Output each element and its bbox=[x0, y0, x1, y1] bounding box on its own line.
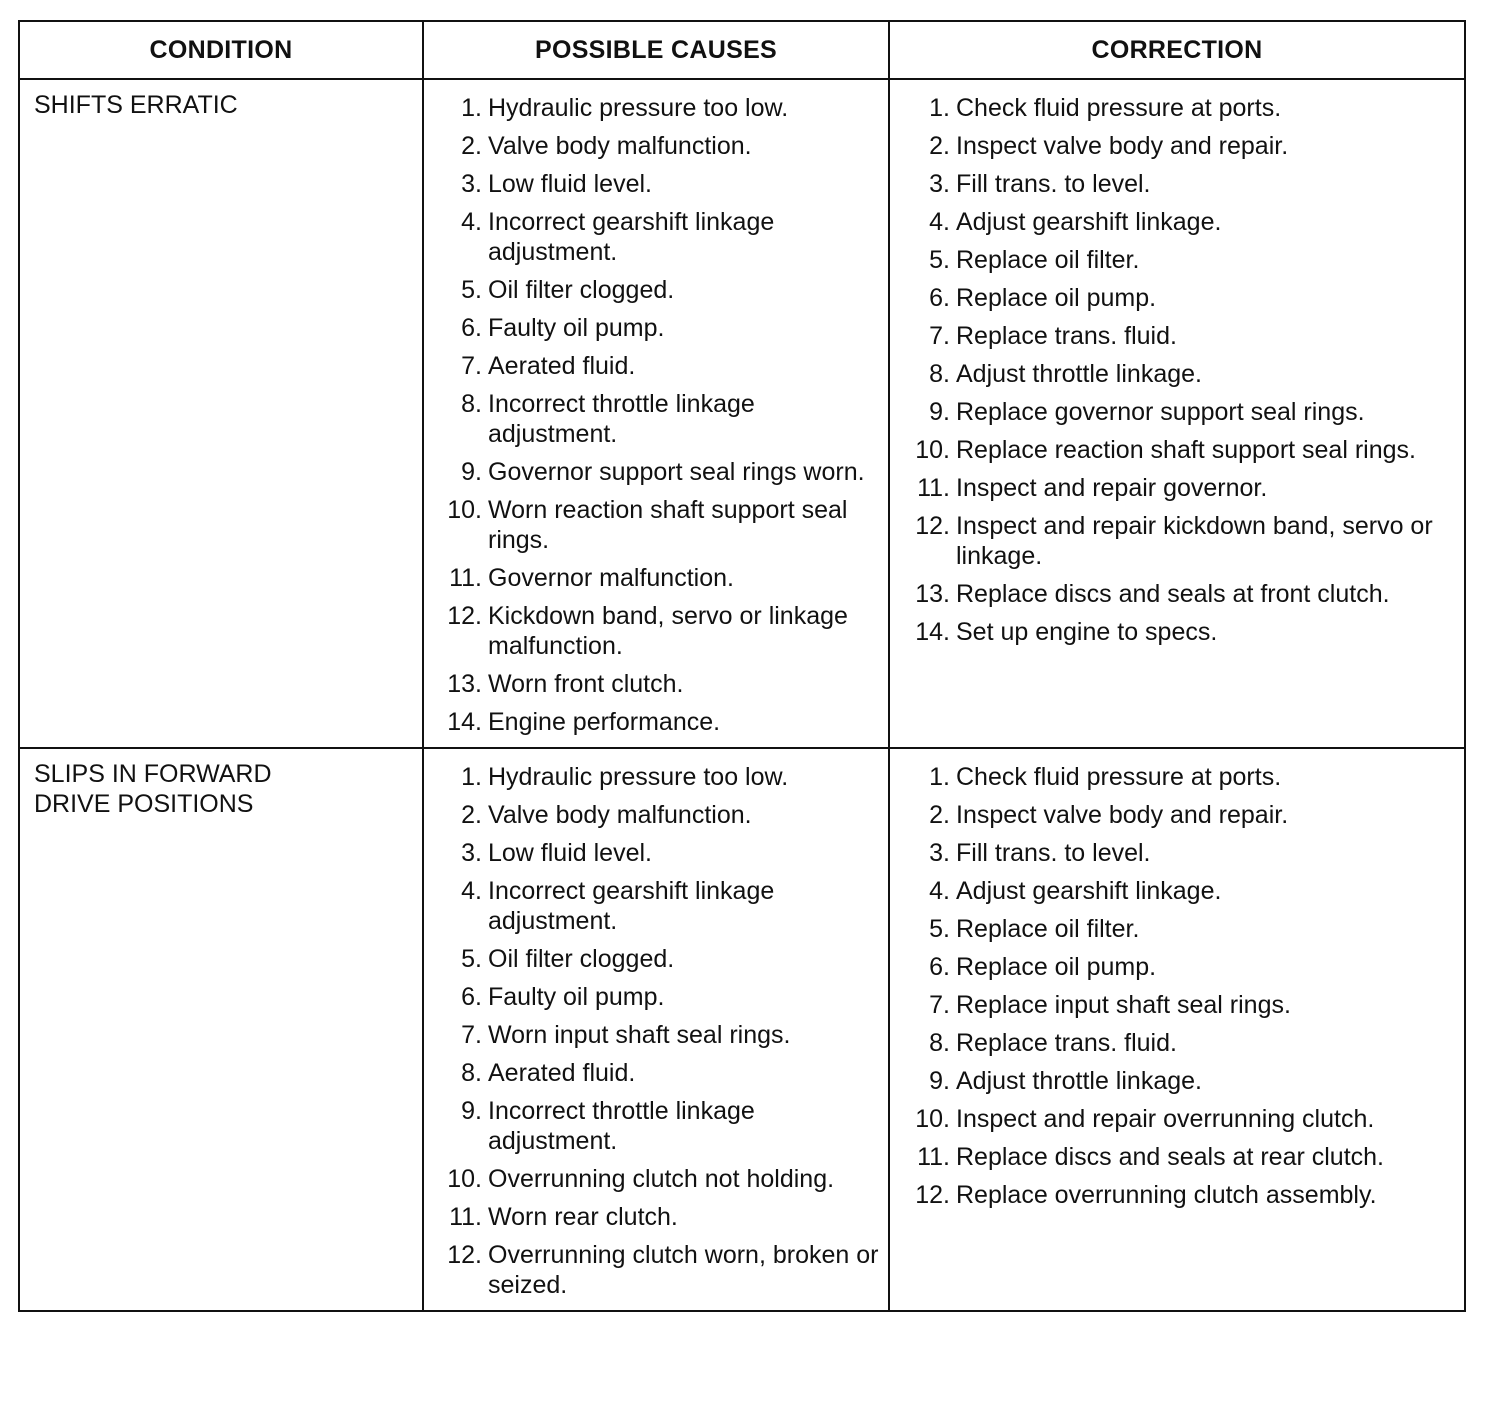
condition-label: SHIFTS ERRATIC bbox=[34, 91, 238, 119]
item-number: 8. bbox=[929, 1029, 950, 1057]
item-number: 12. bbox=[447, 602, 482, 630]
possible-causes-cell bbox=[423, 79, 889, 748]
item-number: 2. bbox=[929, 801, 950, 829]
cause-item bbox=[424, 1020, 880, 1050]
item-number: 9. bbox=[461, 458, 482, 486]
condition-section bbox=[19, 748, 1465, 1311]
correction-item bbox=[890, 359, 1456, 389]
cause-item-text: Worn rear clutch. bbox=[488, 1203, 678, 1231]
correction-item bbox=[890, 169, 1456, 199]
possible-causes-list bbox=[424, 749, 888, 1310]
cause-item-text: Governor support seal rings worn. bbox=[488, 458, 865, 486]
cause-item-text: Hydraulic pressure too low. bbox=[488, 763, 789, 791]
possible-causes-cell bbox=[423, 748, 889, 1311]
correction-item-text: Inspect and repair kickdown band, servo or linkage. bbox=[956, 512, 1433, 570]
correction-item-text: Replace oil pump. bbox=[956, 284, 1157, 312]
cause-item-text: Governor malfunction. bbox=[488, 564, 734, 592]
item-number: 4. bbox=[461, 877, 482, 905]
item-number: 6. bbox=[929, 284, 950, 312]
diagnosis-sheet bbox=[18, 20, 1464, 1312]
correction-item bbox=[890, 800, 1456, 830]
correction-item bbox=[890, 990, 1456, 1020]
item-number: 11. bbox=[917, 474, 950, 502]
correction-item-text: Fill trans. to level. bbox=[956, 170, 1151, 198]
cause-item-text: Oil filter clogged. bbox=[488, 945, 675, 973]
diagnosis-table bbox=[18, 20, 1466, 1312]
cause-item bbox=[424, 838, 880, 868]
cause-item-text: Low fluid level. bbox=[488, 839, 652, 867]
correction-item-text: Replace discs and seals at front clutch. bbox=[956, 580, 1390, 608]
item-number: 8. bbox=[461, 1059, 482, 1087]
correction-item-text: Replace governor support seal rings. bbox=[956, 398, 1365, 426]
condition-cell bbox=[19, 748, 423, 1311]
cause-item bbox=[424, 563, 880, 593]
item-number: 7. bbox=[461, 1021, 482, 1049]
cause-item bbox=[424, 93, 880, 123]
correction-item bbox=[890, 131, 1456, 161]
correction-item-text: Replace trans. fluid. bbox=[956, 1029, 1177, 1057]
correction-item bbox=[890, 1028, 1456, 1058]
correction-item-text: Replace input shaft seal rings. bbox=[956, 991, 1291, 1019]
correction-cell bbox=[889, 79, 1465, 748]
correction-item-text: Inspect valve body and repair. bbox=[956, 132, 1289, 160]
condition-section bbox=[19, 79, 1465, 748]
cause-item-text: Incorrect gearshift linkage adjustment. bbox=[488, 208, 775, 266]
cause-item bbox=[424, 351, 880, 381]
cause-item bbox=[424, 669, 880, 699]
correction-item bbox=[890, 245, 1456, 275]
correction-item bbox=[890, 321, 1456, 351]
correction-item-text: Check fluid pressure at ports. bbox=[956, 94, 1282, 122]
cause-item bbox=[424, 1240, 880, 1300]
item-number: 9. bbox=[929, 1067, 950, 1095]
item-number: 10. bbox=[447, 1165, 482, 1193]
item-number: 10. bbox=[447, 496, 482, 524]
item-number: 5. bbox=[461, 945, 482, 973]
correction-item-text: Fill trans. to level. bbox=[956, 839, 1151, 867]
cause-item bbox=[424, 1096, 880, 1156]
possible-causes-list bbox=[424, 80, 888, 747]
cause-item-text: Engine performance. bbox=[488, 708, 721, 736]
item-number: 5. bbox=[929, 246, 950, 274]
correction-item-text: Set up engine to specs. bbox=[956, 618, 1218, 646]
condition-cell bbox=[19, 79, 423, 748]
correction-item bbox=[890, 952, 1456, 982]
item-number: 9. bbox=[461, 1097, 482, 1125]
correction-item bbox=[890, 473, 1456, 503]
item-number: 7. bbox=[929, 322, 950, 350]
item-number: 13. bbox=[447, 670, 482, 698]
cause-item bbox=[424, 1202, 880, 1232]
item-number: 9. bbox=[929, 398, 950, 426]
correction-item bbox=[890, 1104, 1456, 1134]
correction-cell bbox=[889, 748, 1465, 1311]
correction-item-text: Replace reaction shaft support seal rings. bbox=[956, 436, 1416, 464]
cause-item bbox=[424, 1164, 880, 1194]
correction-item bbox=[890, 1180, 1456, 1210]
item-number: 6. bbox=[461, 314, 482, 342]
cause-item bbox=[424, 1058, 880, 1088]
correction-item bbox=[890, 511, 1456, 571]
cause-item-text: Overrunning clutch worn, broken or seized. bbox=[488, 1241, 879, 1299]
correction-item bbox=[890, 914, 1456, 944]
item-number: 3. bbox=[929, 839, 950, 867]
cause-item-text: Incorrect gearshift linkage adjustment. bbox=[488, 877, 775, 935]
item-number: 1. bbox=[461, 94, 482, 122]
item-number: 4. bbox=[929, 208, 950, 236]
item-number: 1. bbox=[929, 763, 950, 791]
item-number: 8. bbox=[461, 390, 482, 418]
item-number: 7. bbox=[929, 991, 950, 1019]
cause-item-text: Aerated fluid. bbox=[488, 1059, 636, 1087]
cause-item bbox=[424, 389, 880, 449]
correction-list bbox=[890, 80, 1464, 657]
item-number: 6. bbox=[929, 953, 950, 981]
item-number: 3. bbox=[929, 170, 950, 198]
cause-item bbox=[424, 207, 880, 267]
item-number: 5. bbox=[929, 915, 950, 943]
cause-item-text: Valve body malfunction. bbox=[488, 132, 752, 160]
correction-header: CORRECTION bbox=[889, 21, 1465, 79]
cause-item-text: Low fluid level. bbox=[488, 170, 652, 198]
correction-item-text: Inspect and repair governor. bbox=[956, 474, 1268, 502]
item-number: 14. bbox=[915, 618, 950, 646]
cause-item-text: Kickdown band, servo or linkage malfunction. bbox=[488, 602, 848, 660]
item-number: 11. bbox=[449, 1203, 482, 1231]
cause-item bbox=[424, 944, 880, 974]
cause-item-text: Valve body malfunction. bbox=[488, 801, 752, 829]
item-number: 14. bbox=[447, 708, 482, 736]
cause-item-text: Worn input shaft seal rings. bbox=[488, 1021, 791, 1049]
correction-item bbox=[890, 876, 1456, 906]
item-number: 7. bbox=[461, 352, 482, 380]
correction-item bbox=[890, 579, 1456, 609]
item-number: 12. bbox=[915, 1181, 950, 1209]
cause-item bbox=[424, 876, 880, 936]
cause-item bbox=[424, 169, 880, 199]
cause-item-text: Oil filter clogged. bbox=[488, 276, 675, 304]
cause-item bbox=[424, 131, 880, 161]
item-number: 2. bbox=[461, 132, 482, 160]
correction-list bbox=[890, 749, 1464, 1220]
correction-item-text: Replace discs and seals at rear clutch. bbox=[956, 1143, 1384, 1171]
cause-item-text: Overrunning clutch not holding. bbox=[488, 1165, 835, 1193]
correction-item-text: Adjust throttle linkage. bbox=[956, 1067, 1202, 1095]
correction-item-text: Check fluid pressure at ports. bbox=[956, 763, 1282, 791]
item-number: 2. bbox=[929, 132, 950, 160]
correction-item bbox=[890, 207, 1456, 237]
cause-item bbox=[424, 800, 880, 830]
cause-item-text: Hydraulic pressure too low. bbox=[488, 94, 789, 122]
item-number: 12. bbox=[915, 512, 950, 540]
cause-item bbox=[424, 313, 880, 343]
correction-item bbox=[890, 93, 1456, 123]
item-number: 10. bbox=[915, 1105, 950, 1133]
condition-header: CONDITION bbox=[19, 21, 423, 79]
correction-item-text: Replace oil filter. bbox=[956, 246, 1140, 274]
item-number: 6. bbox=[461, 983, 482, 1011]
item-number: 13. bbox=[915, 580, 950, 608]
cause-item bbox=[424, 707, 880, 737]
correction-item bbox=[890, 1142, 1456, 1172]
item-number: 8. bbox=[929, 360, 950, 388]
table-body bbox=[19, 79, 1465, 1311]
item-number: 1. bbox=[929, 94, 950, 122]
item-number: 4. bbox=[461, 208, 482, 236]
cause-item bbox=[424, 601, 880, 661]
correction-item-text: Replace oil filter. bbox=[956, 915, 1140, 943]
correction-item bbox=[890, 838, 1456, 868]
correction-item-text: Inspect valve body and repair. bbox=[956, 801, 1289, 829]
correction-item-text: Adjust gearshift linkage. bbox=[956, 877, 1222, 905]
cause-item-text: Worn reaction shaft support seal rings. bbox=[488, 496, 848, 554]
cause-item bbox=[424, 982, 880, 1012]
correction-item-text: Inspect and repair overrunning clutch. bbox=[956, 1105, 1375, 1133]
item-number: 12. bbox=[447, 1241, 482, 1269]
item-number: 3. bbox=[461, 839, 482, 867]
item-number: 1. bbox=[461, 763, 482, 791]
cause-item-text: Incorrect throttle linkage adjustment. bbox=[488, 390, 755, 448]
correction-item-text: Replace trans. fluid. bbox=[956, 322, 1177, 350]
correction-item-text: Adjust gearshift linkage. bbox=[956, 208, 1222, 236]
cause-item bbox=[424, 275, 880, 305]
correction-item-text: Replace oil pump. bbox=[956, 953, 1157, 981]
cause-item-text: Worn front clutch. bbox=[488, 670, 684, 698]
header-row bbox=[19, 21, 1465, 79]
cause-item-text: Incorrect throttle linkage adjustment. bbox=[488, 1097, 755, 1155]
correction-item-text: Replace overrunning clutch assembly. bbox=[956, 1181, 1377, 1209]
cause-item bbox=[424, 495, 880, 555]
cause-item bbox=[424, 457, 880, 487]
item-number: 11. bbox=[917, 1143, 950, 1171]
correction-item bbox=[890, 283, 1456, 313]
item-number: 4. bbox=[929, 877, 950, 905]
item-number: 10. bbox=[915, 436, 950, 464]
item-number: 2. bbox=[461, 801, 482, 829]
cause-item-text: Faulty oil pump. bbox=[488, 983, 665, 1011]
correction-item-text: Adjust throttle linkage. bbox=[956, 360, 1202, 388]
item-number: 11. bbox=[449, 564, 482, 592]
correction-item bbox=[890, 397, 1456, 427]
cause-item-text: Faulty oil pump. bbox=[488, 314, 665, 342]
correction-item bbox=[890, 762, 1456, 792]
cause-item bbox=[424, 762, 880, 792]
correction-item bbox=[890, 617, 1456, 647]
correction-item bbox=[890, 435, 1456, 465]
cause-item-text: Aerated fluid. bbox=[488, 352, 636, 380]
correction-item bbox=[890, 1066, 1456, 1096]
condition-label: SLIPS IN FORWARD DRIVE POSITIONS bbox=[34, 760, 272, 818]
item-number: 5. bbox=[461, 276, 482, 304]
possible-causes-header: POSSIBLE CAUSES bbox=[423, 21, 889, 79]
item-number: 3. bbox=[461, 170, 482, 198]
